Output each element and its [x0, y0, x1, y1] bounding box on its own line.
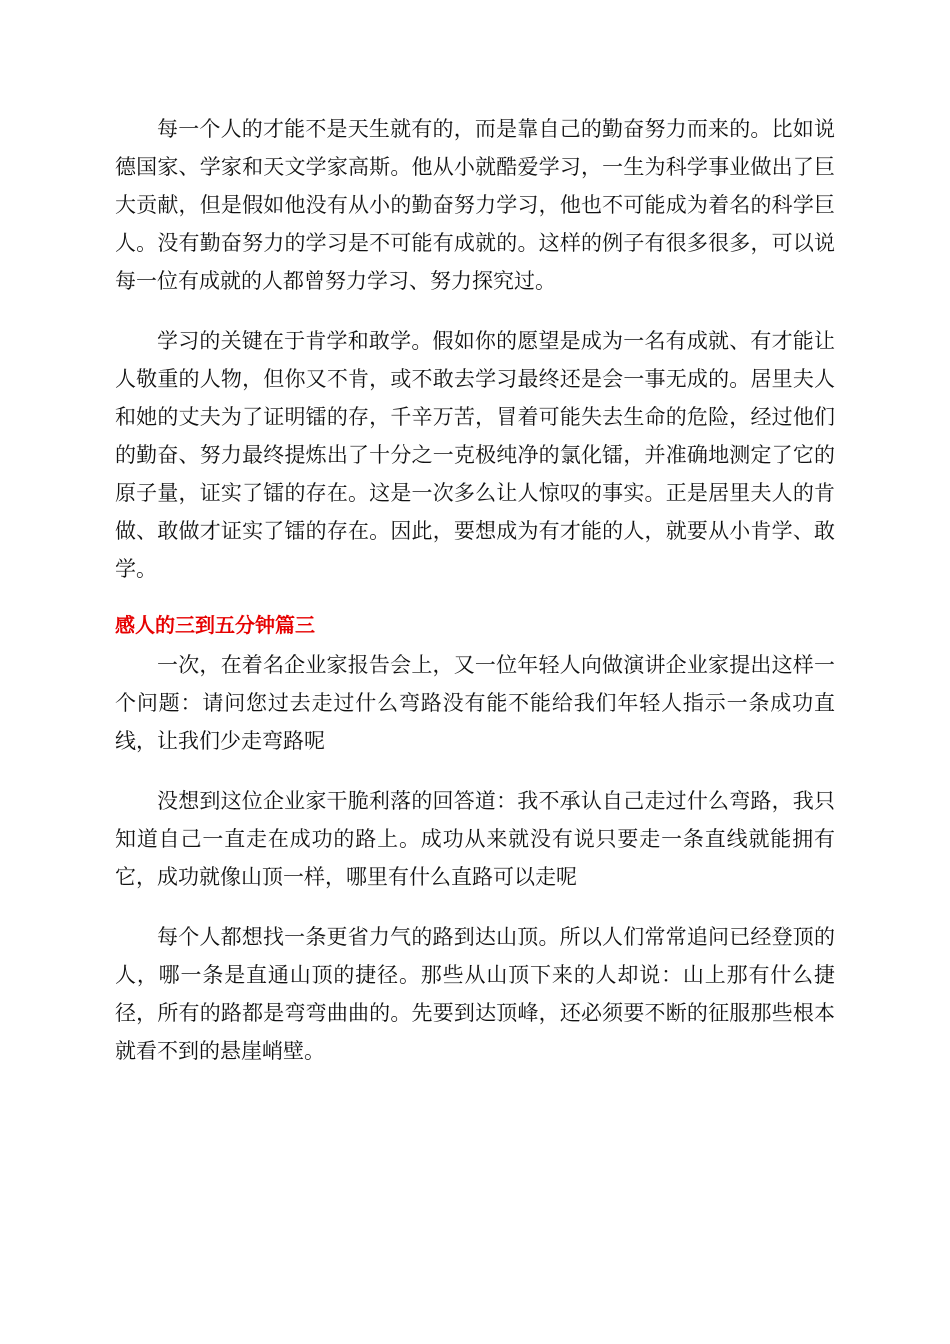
document-page — [115, 110, 835, 1070]
paragraph-curie: 学习的关键在于肯学和敢学。假如你的愿望是成为一名有成就、有才能让人敬重的人物，但你又不肯，或不敢去学习最终还是会一事无成的。居里夫人和她的丈夫为了证明镭的存，千辛万苦，冒着可能失去生命的危险，经过他们的勤奋、努力最终提炼出了十分之一克极纯净的氯化镭，并准确地测定了它的原子量，证实了镭的存在。这是一次多么让人惊叹的事实。正是居里夫人的肯做、敢做才证实了镭的存在。因此，要想成为有才能的人，就要从小肯学、敢学。 — [115, 329, 835, 581]
paragraph-gauss: 每一个人的才能不是天生就有的，而是靠自己的勤奋努力而来的。比如说德国家、学家和天文学家高斯。他从小就酷爱学习，一生为科学事业做出了巨大贡献，但是假如他没有从小的勤奋努力学习，他也不可能成为着名的科学巨人。没有勤奋努力的学习是不可能有成就的。这样的例子有很多很多，可以说每一位有成就的人都曾努力学习、努力探究过。 — [115, 117, 835, 293]
section-heading: 感人的三到五分钟篇三 — [115, 613, 315, 637]
paragraph-entrepreneur-question: 一次，在着名企业家报告会上，又一位年轻人向做演讲企业家提出这样一个问题：请问您过去走过什么弯路没有能不能给我们年轻人指示一条成功直线，让我们少走弯路呢 — [115, 653, 835, 753]
paragraph-mountain-top: 每个人都想找一条更省力气的路到达山顶。所以人们常常追问已经登顶的人，哪一条是直通山顶的捷径。那些从山顶下来的人却说：山上那有什么捷径，所有的路都是弯弯曲曲的。先要到达顶峰，还必须要不断的征服那些根本就看不到的悬崖峭壁。 — [115, 925, 835, 1063]
paragraph-entrepreneur-answer: 没想到这位企业家干脆利落的回答道：我不承认自己走过什么弯路，我只知道自己一直走在成功的路上。成功从来就没有说只要走一条直线就能拥有它，成功就像山顶一样，哪里有什么直路可以走呢 — [115, 789, 835, 889]
